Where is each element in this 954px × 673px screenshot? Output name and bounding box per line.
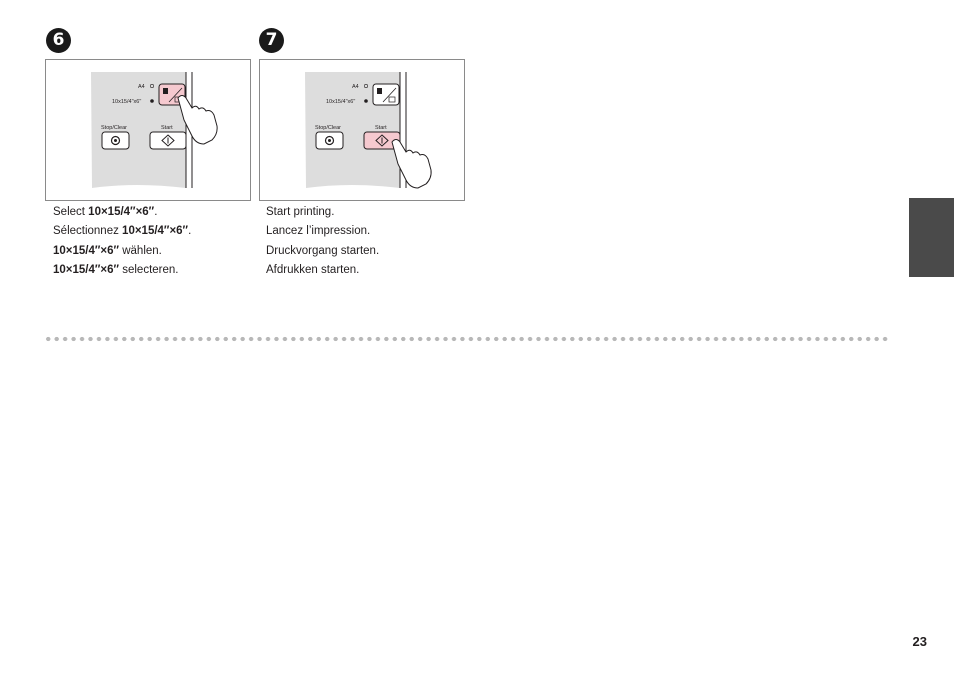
caption-line-en: Start printing.: [266, 206, 335, 218]
caption-line-fr: Sélectionnez 10×15/4″×6″.: [53, 225, 192, 238]
photo-size-label: 10x15/4"x6": [326, 99, 356, 105]
section-side-tab: [909, 198, 954, 277]
stop-clear-label: Stop/Clear: [101, 125, 127, 131]
step-number-6: 6: [46, 28, 71, 53]
caption-line-fr: Lancez l’impression.: [266, 225, 371, 238]
caption-line-de: 10×15/4″×6″ wählen.: [53, 244, 162, 257]
photo-size-led: [364, 99, 368, 103]
dotted-divider: [44, 336, 890, 342]
a4-label: A4: [138, 84, 145, 90]
paper-select-icon: [377, 88, 382, 94]
caption-step-6: [53, 203, 191, 280]
start-label: Start: [375, 125, 387, 131]
step-number-7: 7: [259, 28, 284, 53]
control-panel-illustration-step-7: [259, 59, 465, 201]
start-label: Start: [161, 125, 173, 131]
caption-step-7: [266, 203, 379, 280]
photo-size-led: [150, 99, 154, 103]
photo-size-label: 10x15/4"x6": [112, 99, 142, 105]
caption-line-en: Select 10×15/4″×6″.: [53, 206, 158, 218]
a4-label: A4: [352, 84, 359, 90]
caption-line-nl: 10×15/4″×6″ selecteren.: [53, 263, 179, 276]
caption-line-de: Druckvorgang starten.: [266, 244, 380, 257]
stop-clear-label: Stop/Clear: [315, 125, 341, 131]
paper-select-icon: [163, 88, 168, 94]
control-panel-illustration-step-6: [45, 59, 251, 201]
page-number: 23: [912, 634, 927, 649]
caption-line-nl: Afdrukken starten.: [266, 263, 360, 276]
